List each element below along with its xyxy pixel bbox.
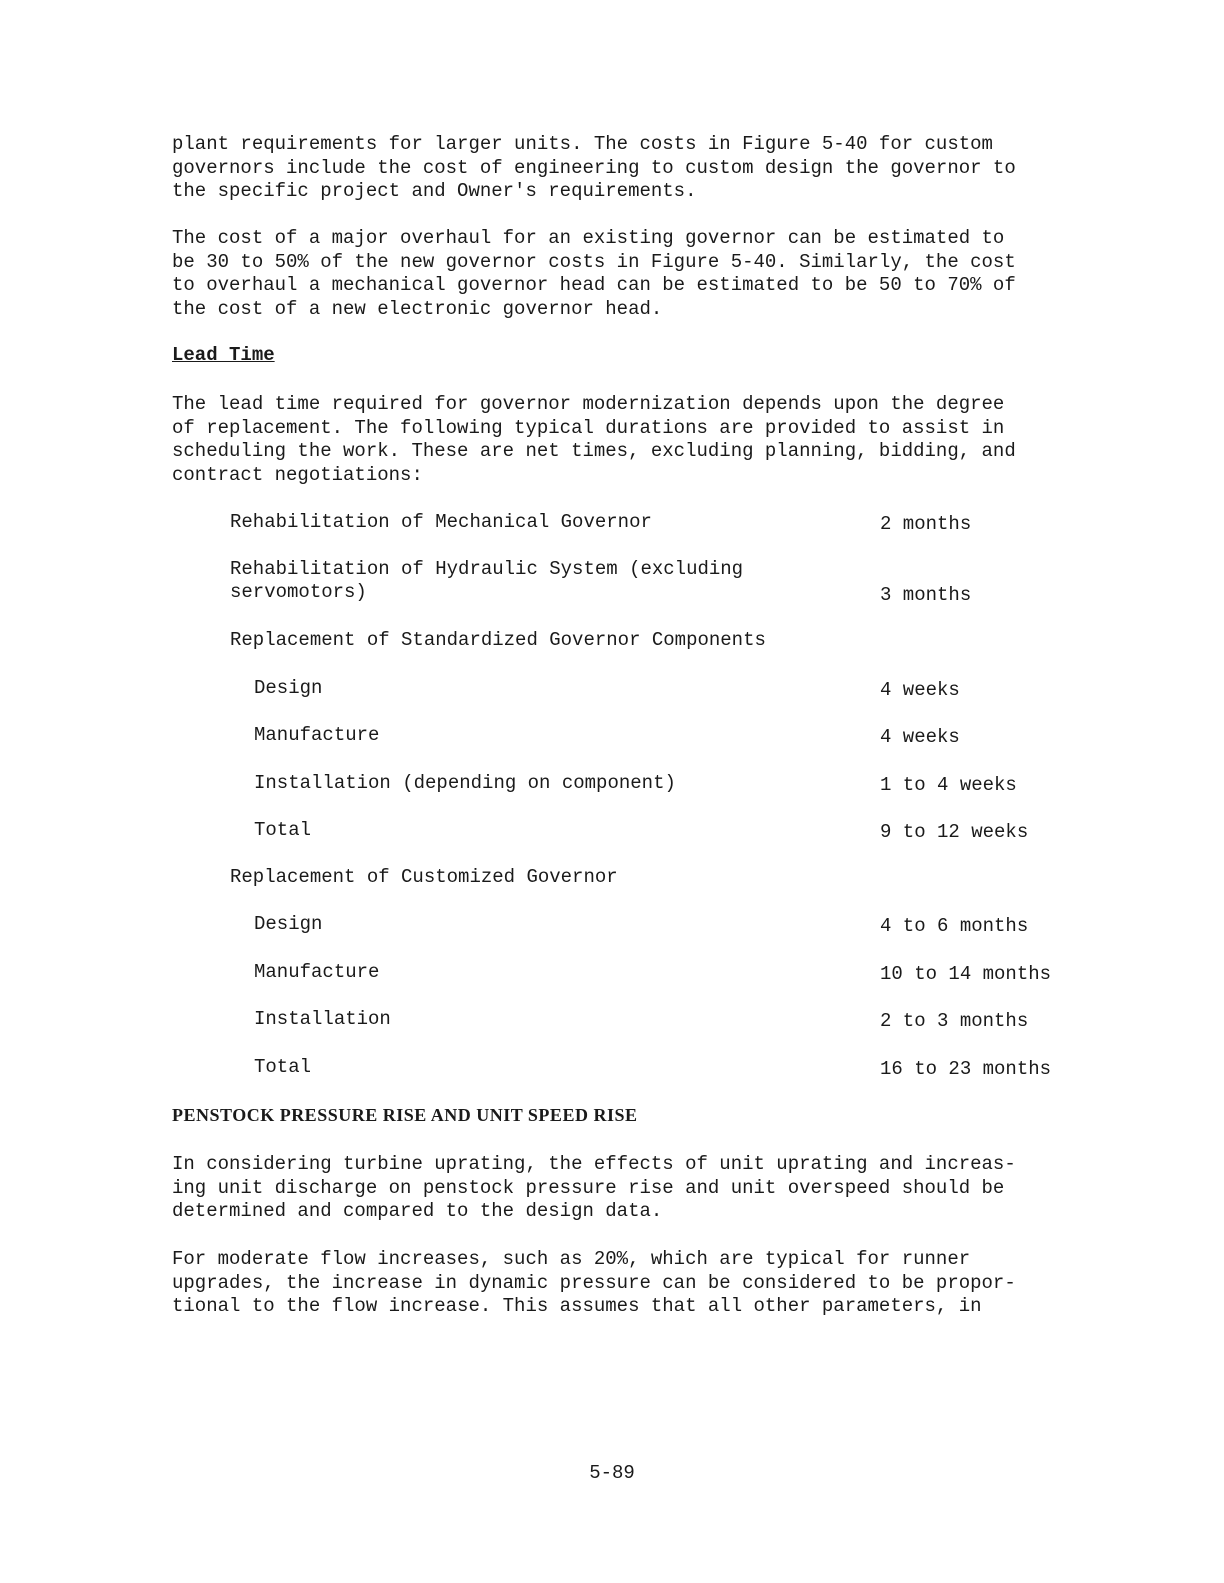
text-line: governors include the cost of engineering to custom design the governor to (172, 156, 1016, 179)
duration-value: 3 months (880, 584, 972, 606)
duration-value: 4 weeks (880, 679, 960, 701)
text-line: scheduling the work. These are net times, excluding planning, bidding, and (172, 440, 1016, 462)
duration-label: Manufacture (254, 961, 380, 983)
paragraph-uprating (172, 1153, 1072, 1224)
lead-time-heading (172, 344, 1072, 368)
duration-value: 4 to 6 months (880, 915, 1029, 937)
text-line: upgrades, the increase in dynamic pressure can be considered to be propor- (172, 1271, 1016, 1294)
section-heading (172, 1104, 1072, 1128)
text-line: For moderate flow increases, such as 20%, which are typical for runner (172, 1248, 971, 1270)
duration-label: Total (254, 819, 312, 841)
group-heading: Replacement of Customized Governor (230, 866, 618, 888)
duration-value: 1 to 4 weeks (880, 774, 1017, 796)
text-line: ing unit discharge on penstock pressure rise and unit overspeed should be (172, 1176, 1005, 1199)
duration-label: Rehabilitation of Mechanical Governor (230, 511, 652, 533)
duration-label: Installation (254, 1008, 391, 1030)
paragraph-overhaul-cost (172, 227, 1072, 321)
text-line: the cost of a new electronic governor head. (172, 297, 663, 320)
text-line: be 30 to 50% of the new governor costs in Figure 5-40. Similarly, the cost (172, 250, 1016, 273)
duration-label: Total (254, 1056, 312, 1078)
duration-label: servomotors) (230, 581, 367, 603)
duration-label: Manufacture (254, 724, 380, 746)
heading-text: PENSTOCK PRESSURE RISE AND UNIT SPEED RISE (172, 1105, 638, 1125)
duration-value: 2 to 3 months (880, 1010, 1029, 1032)
duration-label: Installation (depending on component) (254, 772, 676, 794)
duration-label: Rehabilitation of Hydraulic System (excluding (230, 558, 744, 580)
heading-text: Lead Time (172, 344, 275, 366)
text-line: the specific project and Owner's requirements. (172, 180, 697, 202)
text-line: tional to the flow increase. This assumes that all other parameters, in (172, 1295, 982, 1317)
paragraph-governor-costs (172, 133, 1072, 204)
duration-value: 16 to 23 months (880, 1058, 1052, 1080)
text-line: of replacement. The following typical durations are provided to assist in (172, 416, 1005, 439)
text-line: to overhaul a mechanical governor head can be estimated to be 50 to 70% of (172, 274, 1016, 296)
duration-value: 10 to 14 months (880, 963, 1052, 985)
text-line: contract negotiations: (172, 463, 423, 486)
group-heading: Replacement of Standardized Governor Components (230, 629, 766, 651)
paragraph-lead-time (172, 393, 1072, 487)
duration-value: 2 months (880, 513, 972, 535)
duration-label: Design (254, 913, 323, 935)
text-line: In considering turbine uprating, the effects of unit uprating and increas- (172, 1153, 1016, 1175)
paragraph-flow-increase (172, 1248, 1072, 1319)
duration-value: 9 to 12 weeks (880, 821, 1029, 843)
text-line: The lead time required for governor modernization depends upon the degree (172, 393, 1005, 415)
text-line: The cost of a major overhaul for an existing governor can be estimated to (172, 227, 1005, 249)
text-line: plant requirements for larger units. The costs in Figure 5-40 for custom (172, 133, 993, 155)
duration-value: 4 weeks (880, 726, 960, 748)
duration-label: Design (254, 677, 323, 699)
text-line: determined and compared to the design data. (172, 1200, 663, 1222)
page-number: 5-89 (589, 1462, 635, 1484)
